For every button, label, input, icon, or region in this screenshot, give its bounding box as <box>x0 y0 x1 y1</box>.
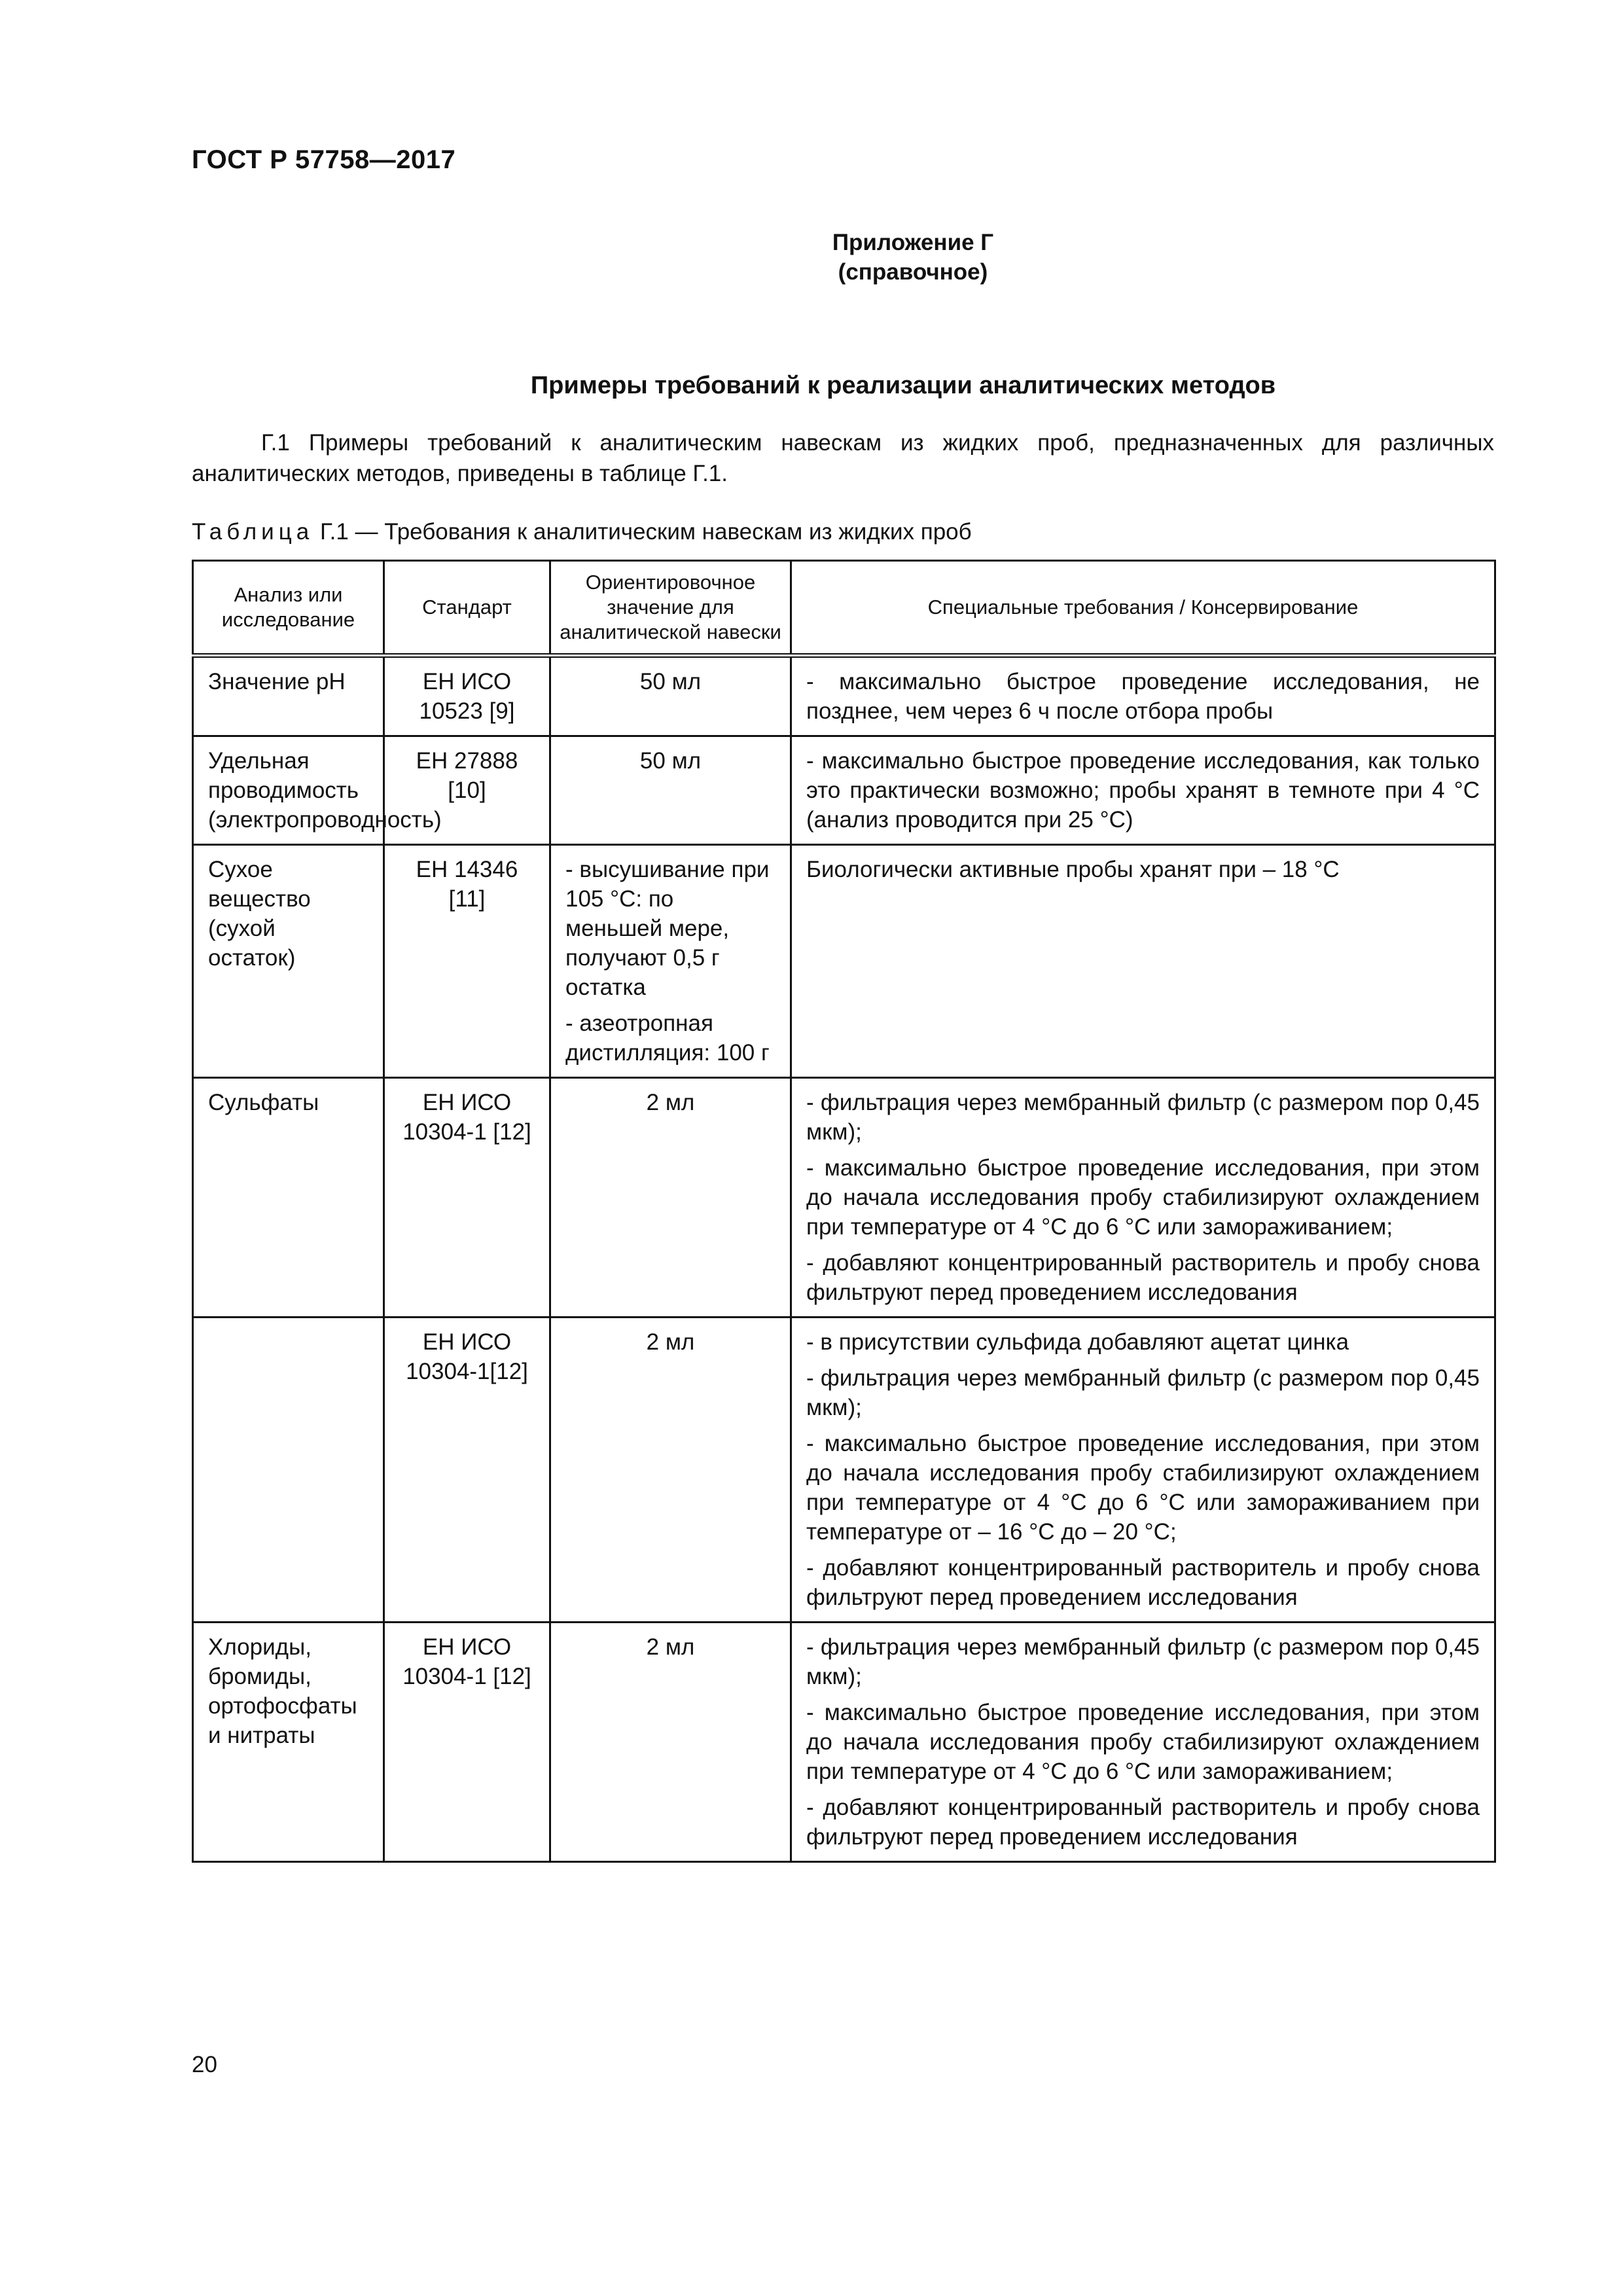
header-requirements: Специальные требования / Консервирование <box>791 561 1495 656</box>
value-item: - высушивание при 105 °C: по меньшей мере, получают 0,5 г остатка <box>565 857 770 1000</box>
appendix-type: (справочное) <box>838 259 988 285</box>
cell-standard: ЕН ИСО 10523 [9] <box>384 656 550 736</box>
cell-analysis: Значение pH <box>193 656 384 736</box>
cell-requirements <box>791 1623 1495 1862</box>
requirement-item: - максимально быстрое проведение исследования, не позднее, чем через 6 ч после отбора пробы <box>806 669 1480 724</box>
cell-value <box>550 736 791 845</box>
appendix-heading <box>0 228 1623 287</box>
requirement-item: - добавляют концентрированный растворитель и пробу снова фильтруют перед проведением исследования <box>806 1795 1480 1850</box>
header-analysis: Анализ или исследование <box>193 561 384 656</box>
table-caption-label: Таблица <box>192 519 314 545</box>
requirement-item: - максимально быстрое проведение исследования, как только это практически возможно; пробы хранят в темноте при 4 °C (анализ проводится при 25 °C) <box>806 748 1480 833</box>
cell-value <box>550 656 791 736</box>
table-row <box>193 656 1495 736</box>
cell-value <box>550 845 791 1078</box>
table-row <box>193 736 1495 845</box>
appendix-title: Приложение Г <box>832 230 994 255</box>
document-code: ГОСТ Р 57758—2017 <box>192 145 456 174</box>
page-number: 20 <box>192 2052 217 2077</box>
requirement-item: - максимально быстрое проведение исследования, при этом до начала исследования пробу стабилизируют охлаждением при температуре от 4 °C до 6 °C или замораживанием при температуре от – 16 °C до – 20 °C; <box>806 1431 1480 1545</box>
value-item: 2 мл <box>646 1329 695 1355</box>
requirement-item: - фильтрация через мембранный фильтр (с размером пор 0,45 мкм); <box>806 1634 1480 1689</box>
cell-standard: ЕН ИСО 10304-1 [12] <box>384 1078 550 1318</box>
table-caption-text: Г.1 — Требования к аналитическим навескам из жидких проб <box>313 519 972 545</box>
requirement-item: - максимально быстрое проведение исследования, при этом до начала исследования пробу стабилизируют охлаждением при температуре от 4 °C до 6 °C или замораживанием; <box>806 1700 1480 1784</box>
cell-value <box>550 1078 791 1318</box>
cell-value <box>550 1318 791 1623</box>
value-item: 50 мл <box>639 748 702 774</box>
table-caption <box>192 517 972 547</box>
cell-requirements <box>791 736 1495 845</box>
value-item: 2 мл <box>646 1634 695 1660</box>
cell-standard: ЕН 14346 [11] <box>384 845 550 1078</box>
requirement-item: - добавляют концентрированный растворитель и пробу снова фильтруют перед проведением исследования <box>806 1555 1480 1610</box>
requirement-item: - максимально быстрое проведение исследования, при этом до начала исследования пробу стабилизируют охлаждением при температуре от 4 °C до 6 °C или замораживанием; <box>806 1155 1480 1240</box>
table-row <box>193 1623 1495 1862</box>
cell-analysis: Сухое вещество (сухой остаток) <box>193 845 384 1078</box>
cell-standard: ЕН 27888 [10] <box>384 736 550 845</box>
header-value: Ориентировочное значение для аналитической навески <box>550 561 791 656</box>
table-header-row <box>193 561 1495 656</box>
table-body <box>193 656 1495 1862</box>
table-row <box>193 1318 1495 1623</box>
cell-requirements <box>791 1078 1495 1318</box>
cell-analysis: Хлориды, бромиды, ортофосфаты и нитраты <box>193 1623 384 1862</box>
requirement-item: - фильтрация через мембранный фильтр (с размером пор 0,45 мкм); <box>806 1090 1480 1145</box>
cell-value <box>550 1623 791 1862</box>
value-item: 50 мл <box>639 669 702 694</box>
cell-analysis: Сульфаты <box>193 1078 384 1318</box>
table-row <box>193 845 1495 1078</box>
requirement-item: - в присутствии сульфида добавляют ацетат цинка <box>806 1329 1349 1355</box>
value-item: 2 мл <box>646 1090 695 1115</box>
cell-requirements <box>791 1318 1495 1623</box>
table-row <box>193 1078 1495 1318</box>
cell-standard: ЕН ИСО 10304-1 [12] <box>384 1623 550 1862</box>
intro-paragraph: Г.1 Примеры требований к аналитическим навескам из жидких проб, предназначенных для различных аналитических методов, приведены в таблице Г.1. <box>192 430 1494 486</box>
cell-standard: ЕН ИСО 10304-1[12] <box>384 1318 550 1623</box>
section-title: Примеры требований к реализации аналитических методов <box>530 372 1276 399</box>
value-item: - азеотропная дистилляция: 100 г <box>565 1011 770 1066</box>
cell-analysis <box>193 1318 384 1623</box>
requirement-item: Биологически активные пробы хранят при – 18 °C <box>806 857 1340 882</box>
cell-requirements <box>791 845 1495 1078</box>
requirements-table <box>192 560 1496 1863</box>
header-standard: Стандарт <box>384 561 550 656</box>
cell-requirements <box>791 656 1495 736</box>
requirement-item: - фильтрация через мембранный фильтр (с размером пор 0,45 мкм); <box>806 1365 1480 1420</box>
requirement-item: - добавляют концентрированный растворитель и пробу снова фильтруют перед проведением исследования <box>806 1250 1480 1305</box>
cell-analysis: Удельная проводимость (электропроводность) <box>193 736 384 845</box>
